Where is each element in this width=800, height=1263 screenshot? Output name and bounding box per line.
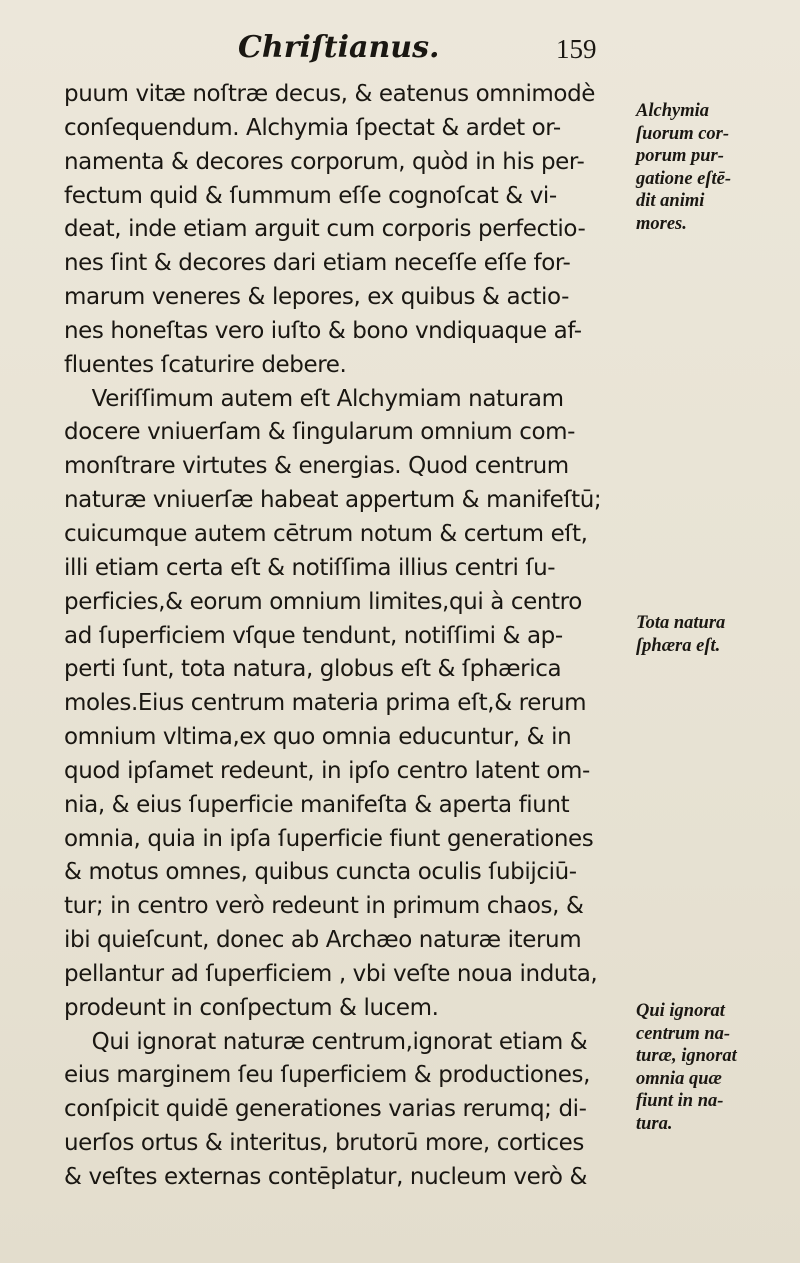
margin-note-line: ſphæra eſt. — [636, 635, 721, 656]
text-line: omnium vltima,ex quo omnia educuntur, & in — [64, 724, 572, 751]
text-line: pellantur ad ſuperficiem , vbi veſte noua induta, — [64, 960, 598, 987]
text-line: puum vitæ noſtræ decus, & eatenus omnimodè — [64, 81, 596, 107]
margin-note-line: porum pur- — [636, 146, 724, 166]
text-line: uerſos ortus & interitus, brutorū more, cortices — [64, 1130, 584, 1157]
text-line: illi etiam certa eſt & notiſſima illius centri ſu- — [64, 554, 556, 581]
margin-note-line: omnia quæ — [636, 1068, 722, 1089]
text-line: nia, & eius ſuperficie manifeſta & aperta fiunt — [64, 791, 570, 818]
text-line: naturæ vniuerſæ habeat appertum & manifeſtū; — [64, 487, 602, 514]
text-line: & motus omnes, quibus cuncta oculis ſubijciū- — [64, 859, 577, 886]
text-line: conſpicit quidē generationes varias rerumq; di- — [64, 1096, 587, 1123]
page-header — [0, 22, 640, 72]
text-line: Qui ignorat naturæ centrum,ignorat etiam & — [64, 1028, 588, 1055]
text-line: perficies,& eorum omnium limites,qui à centro — [64, 588, 582, 615]
page-number: 159 — [556, 34, 597, 64]
text-line: marum veneres & lepores, ex quibus & actio- — [64, 284, 569, 311]
text-line: prodeunt in conſpectum & lucem. — [64, 994, 439, 1021]
margin-note-line: centrum na- — [636, 1023, 731, 1044]
margin-note-qui-ignorat — [636, 1000, 796, 1135]
margin-note-line: ſuorum cor- — [636, 123, 730, 144]
main-text-column — [64, 78, 624, 1195]
text-line: & veſtes externas contēplatur, nucleum verò & — [64, 1164, 587, 1190]
text-line: namenta & decores corporum, quòd in his per- — [64, 148, 585, 175]
text-line: ad ſuperficiem vſque tendunt, notiſſimi & ap- — [64, 622, 563, 649]
margin-note-tota-natura — [636, 612, 796, 657]
running-head: Chriſtianus. — [238, 30, 440, 65]
text-line: ibi quieſcunt, donec ab Archæo naturæ iterum — [64, 927, 582, 954]
text-line: tur; in centro verò redeunt in primum chaos, & — [64, 893, 584, 920]
margin-note-line: Alchymia — [636, 101, 709, 121]
text-line: eius marginem ſeu ſuperficiem & productiones, — [64, 1062, 590, 1089]
margin-note-line: tura. — [636, 1113, 673, 1134]
text-line: fectum quid & ſummum eſſe cognoſcat & vi- — [64, 182, 557, 209]
margin-note-alchymia — [636, 100, 796, 235]
margin-note-line: mores. — [636, 213, 687, 234]
text-line: monſtrare virtutes & energias. Quod centrum — [64, 453, 569, 480]
text-line: omnia, quia in ipſa ſuperficie fiunt generationes — [64, 825, 594, 852]
text-line: nes honeſtas vero iuſto & bono vndiquaque af- — [64, 317, 582, 344]
margin-note-line: turæ, ignorat — [636, 1046, 737, 1066]
text-line: quod ipſamet redeunt, in ipſo centro latent om- — [64, 757, 590, 784]
text-line: cuicumque autem cētrum notum & certum eſt, — [64, 520, 588, 547]
margin-note-line: fiunt in na- — [636, 1091, 724, 1111]
text-line: nes ſint & decores dari etiam neceſſe eſſe for- — [64, 250, 571, 277]
margin-note-line: gatione eſtē- — [636, 168, 732, 189]
text-line: moles.Eius centrum materia prima eſt,& rerum — [64, 690, 587, 717]
text-line: Veriſſimum autem eſt Alchymiam naturam — [64, 385, 564, 412]
text-line: fluentes ſcaturire debere. — [64, 351, 347, 378]
margin-note-line: Qui ignorat — [636, 1001, 725, 1021]
text-line: deat, inde etiam arguit cum corporis perfectio- — [64, 216, 586, 243]
margin-note-line: dit animi — [636, 191, 705, 211]
text-line: conſequendum. Alchymia ſpectat & ardet or- — [64, 114, 561, 141]
text-line: docere vniuerſam & ſingularum omnium com- — [64, 419, 576, 446]
text-line: perti ſunt, tota natura, globus eſt & ſphærica — [64, 656, 562, 683]
margin-note-line: Tota natura — [636, 613, 726, 633]
